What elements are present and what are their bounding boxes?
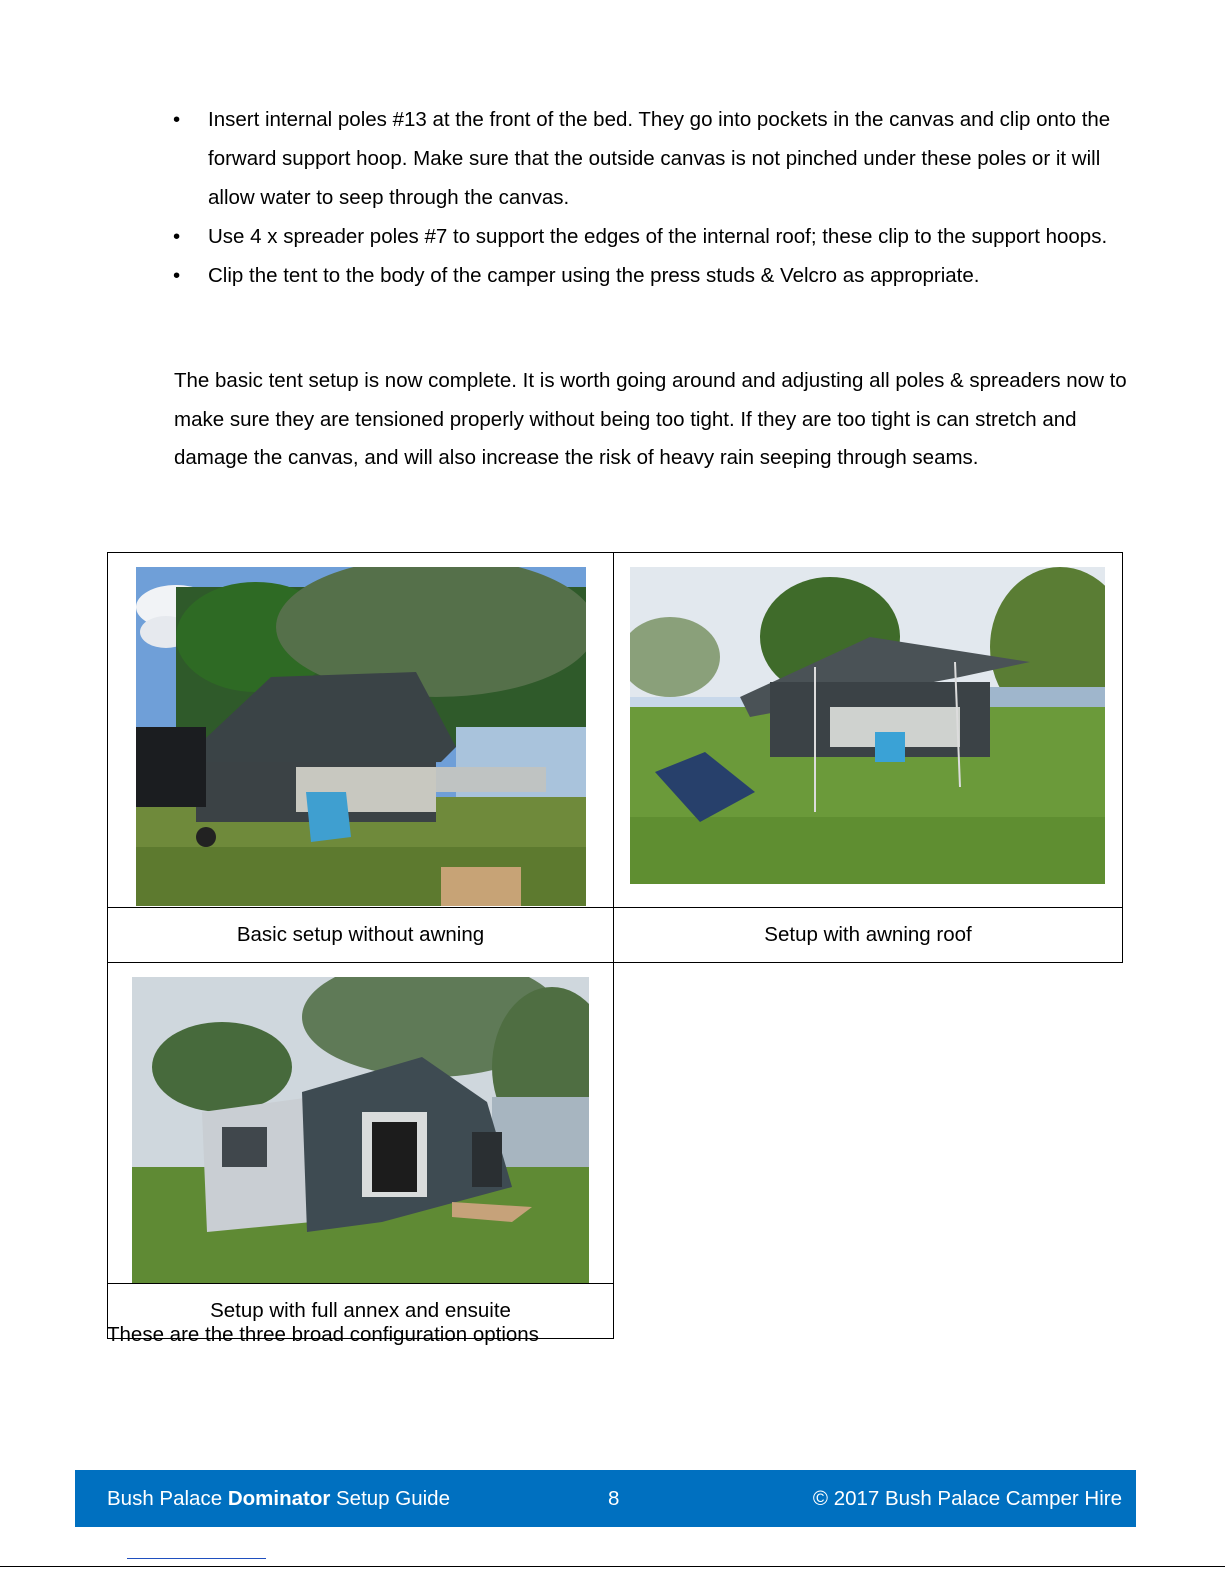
list-item <box>173 256 1133 295</box>
bullet-icon: • <box>173 108 181 131</box>
step-text: Insert internal poles #13 at the front of the bed. They go into pockets in the canvas and clip onto the forward support hoop. Make sure that the outside canvas is not pinched under these poles or it will allow water to seep through the canvas. <box>208 108 1111 209</box>
page-number: 8 <box>608 1487 620 1510</box>
photo-cell <box>108 963 614 1284</box>
photo-cell <box>614 553 1123 908</box>
page-footer <box>75 1470 1136 1527</box>
list-item <box>173 217 1133 256</box>
footer-title: Bush Palace Dominator Setup Guide <box>107 1487 450 1510</box>
photo-basic-setup <box>136 567 586 906</box>
step-text: Clip the tent to the body of the camper using the press studs & Velcro as appropriate. <box>208 264 980 287</box>
page-bottom-rule <box>0 1566 1225 1567</box>
photo-table <box>107 552 1123 1339</box>
photo-cell <box>108 553 614 908</box>
step-text: Use 4 x spreader poles #7 to support the edges of the internal roof; these clip to the support hoops. <box>208 225 1108 248</box>
bullet-icon: • <box>173 225 181 248</box>
footer-copyright: © 2017 Bush Palace Camper Hire <box>812 1487 1122 1510</box>
completion-paragraph: The basic tent setup is now complete. It is worth going around and adjusting all poles & spreaders now to make sure they are tensioned properly without being too tight. If they are too tight is can stretch and damage the canvas, and will also increase the risk of heavy rain seeping through seams. <box>174 369 1127 469</box>
caption-annex-setup: Setup with full annex and ensuite <box>108 1284 614 1339</box>
footer-model: Dominator <box>227 1487 331 1510</box>
bullet-icon: • <box>173 264 181 287</box>
photo-annex-setup <box>132 977 589 1283</box>
photo-awning-setup <box>630 567 1105 884</box>
caption-awning-setup: Setup with awning roof <box>614 908 1123 963</box>
closing-note: These are the three broad configuration options <box>107 1323 539 1346</box>
list-item <box>173 100 1133 217</box>
setup-steps-list <box>173 100 1133 295</box>
caption-basic-setup: Basic setup without awning <box>108 908 614 963</box>
bottom-link-underline <box>127 1558 266 1559</box>
